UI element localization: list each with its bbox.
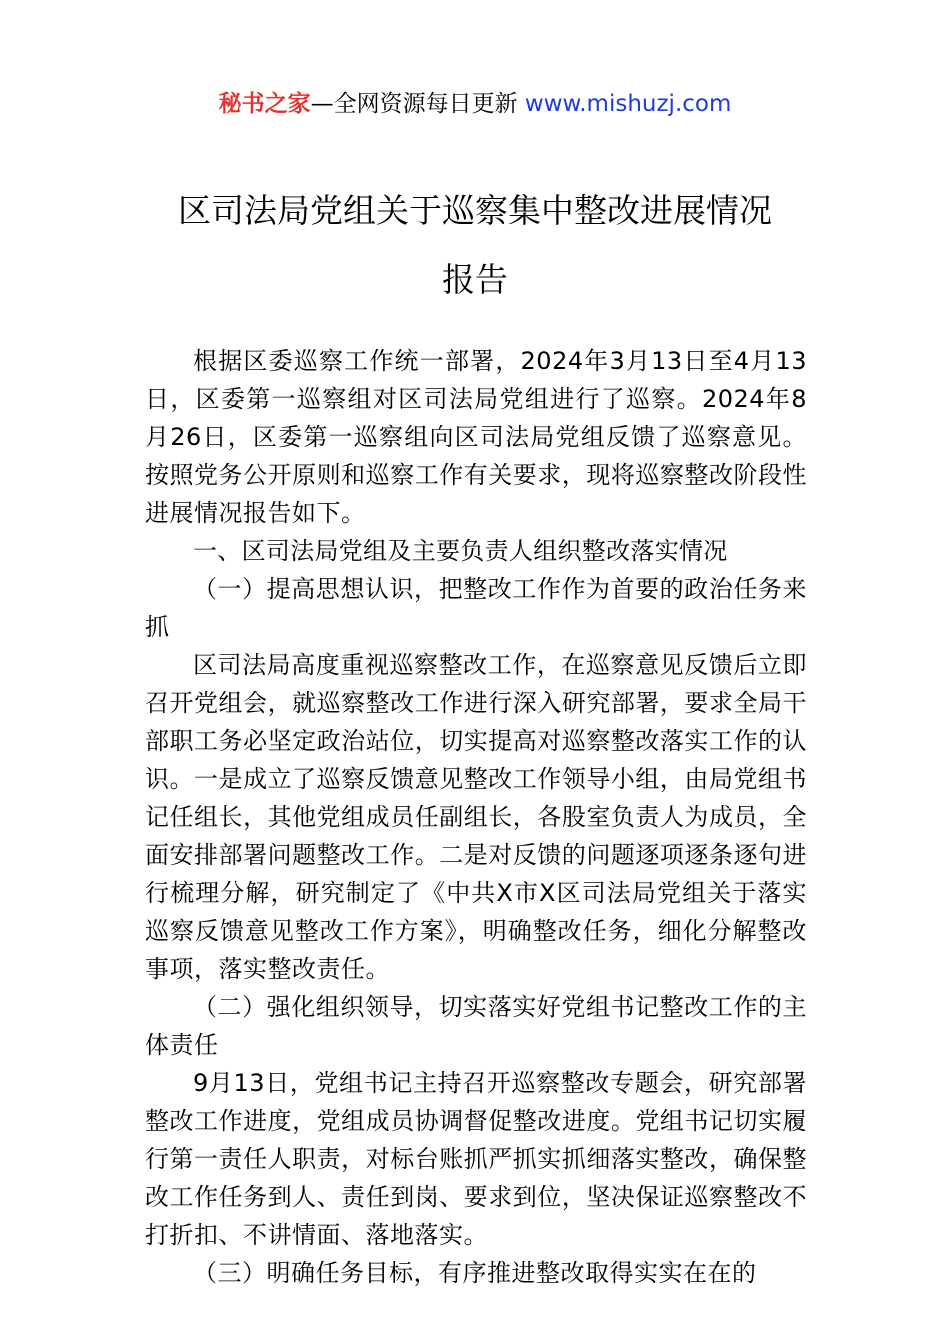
site-url-link[interactable]: www.mishuzj.com xyxy=(524,91,732,117)
subsection-heading-1: （一）提高思想认识，把整改工作作为首要的政治任务来抓 xyxy=(145,575,807,641)
document-title-line2: 报告 xyxy=(442,260,508,299)
paragraph-subsection-2: 9月13日，党组书记主持召开巡察整改专题会，研究部署整改工作进度，党组成员协调督促整改进度。党组书记切实履行第一责任人职责，对标台账抓严抓实抓细落实整改，确保整改工作任务到人、责任到岗、要求到位，坚决保证巡察整改不打折扣、不讲情面、落地落实。 xyxy=(145,1069,807,1249)
paragraph-intro: 根据区委巡察工作统一部署，2024年3月13日至4月13日，区委第一巡察组对区司法局党组进行了巡察。2024年8月26日，区委第一巡察组向区司法局党组反馈了巡察意见。按照党务公开原则和巡察工作有关要求，现将巡察整改阶段性进展情况报告如下。 xyxy=(145,347,807,527)
subsection-heading-3: （三）明确任务目标，有序推进整改取得实实在在的 xyxy=(193,1259,757,1287)
site-header xyxy=(0,88,950,120)
document-title-line1: 区司法局党组关于巡察集中整改进展情况 xyxy=(178,191,772,230)
paragraph-subsection-1: 区司法局高度重视巡察整改工作，在巡察意见反馈后立即召开党组会，就巡察整改工作进行深入研究部署，要求全局干部职工务必坚定政治站位，切实提高对巡察整改落实工作的认识。一是成立了巡察反馈意见整改工作领导小组，由局党组书记任组长，其他党组成员任副组长，各股室负责人为成员，全面安排部署问题整改工作。二是对反馈的问题逐项逐条逐句进行梳理分解，研究制定了《中共X市X区司法局党组关于落实巡察反馈意见整改工作方案》，明确整改任务，细化分解整改事项，落实整改责任。 xyxy=(145,651,807,983)
header-separator: — xyxy=(310,91,334,117)
section-heading-1: 一、区司法局党组及主要负责人组织整改落实情况 xyxy=(193,537,728,565)
document-body xyxy=(145,342,807,1292)
site-brand: 秘书之家 xyxy=(218,91,311,117)
subsection-heading-2: （二）强化组织领导，切实落实好党组书记整改工作的主体责任 xyxy=(145,993,807,1059)
site-tagline: 全网资源每日更新 xyxy=(333,91,525,117)
